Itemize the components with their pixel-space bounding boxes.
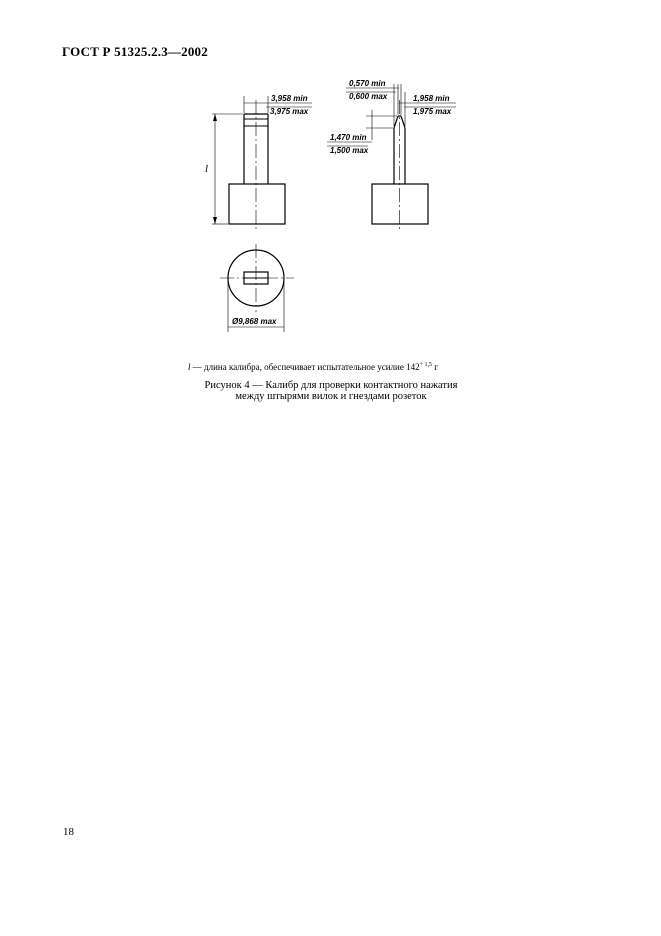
caption-line-2: между штырями вилок и гнездами розеток xyxy=(235,391,427,402)
legend-text: — длина калибра, обеспечивает испытательное усилие 142 xyxy=(190,362,420,372)
figure-legend xyxy=(188,362,438,372)
legend-tolerance: + 1,5 xyxy=(419,362,432,368)
dim-tip-width-max: 0,600 max xyxy=(349,92,388,101)
caption-line-1: Рисунок 4 — Калибр для проверки контактного нажатия xyxy=(204,380,458,391)
dim-pin-width-min: 3,958 min xyxy=(271,94,308,103)
page-number: 18 xyxy=(63,826,74,838)
dim-tip-height-min: 1,470 min xyxy=(330,133,367,142)
dim-pin-width-max: 3,975 max xyxy=(270,107,309,116)
legend-symbol: l xyxy=(188,362,191,372)
dim-side-width-max: 1,975 max xyxy=(413,107,452,116)
dim-length-symbol: l xyxy=(205,163,209,175)
dim-side-width-min: 1,958 min xyxy=(413,94,450,103)
dim-tip-width-min: 0,570 min xyxy=(349,79,386,88)
document-header: ГОСТ Р 51325.2.3—2002 xyxy=(62,44,208,59)
legend-unit: г xyxy=(432,362,438,372)
dim-diameter-max: Ø9,868 max xyxy=(232,317,277,326)
figure-caption xyxy=(192,380,470,402)
front-view xyxy=(212,96,312,232)
gauge-drawing xyxy=(0,0,661,360)
dim-tip-height-max: 1,500 max xyxy=(330,146,369,155)
